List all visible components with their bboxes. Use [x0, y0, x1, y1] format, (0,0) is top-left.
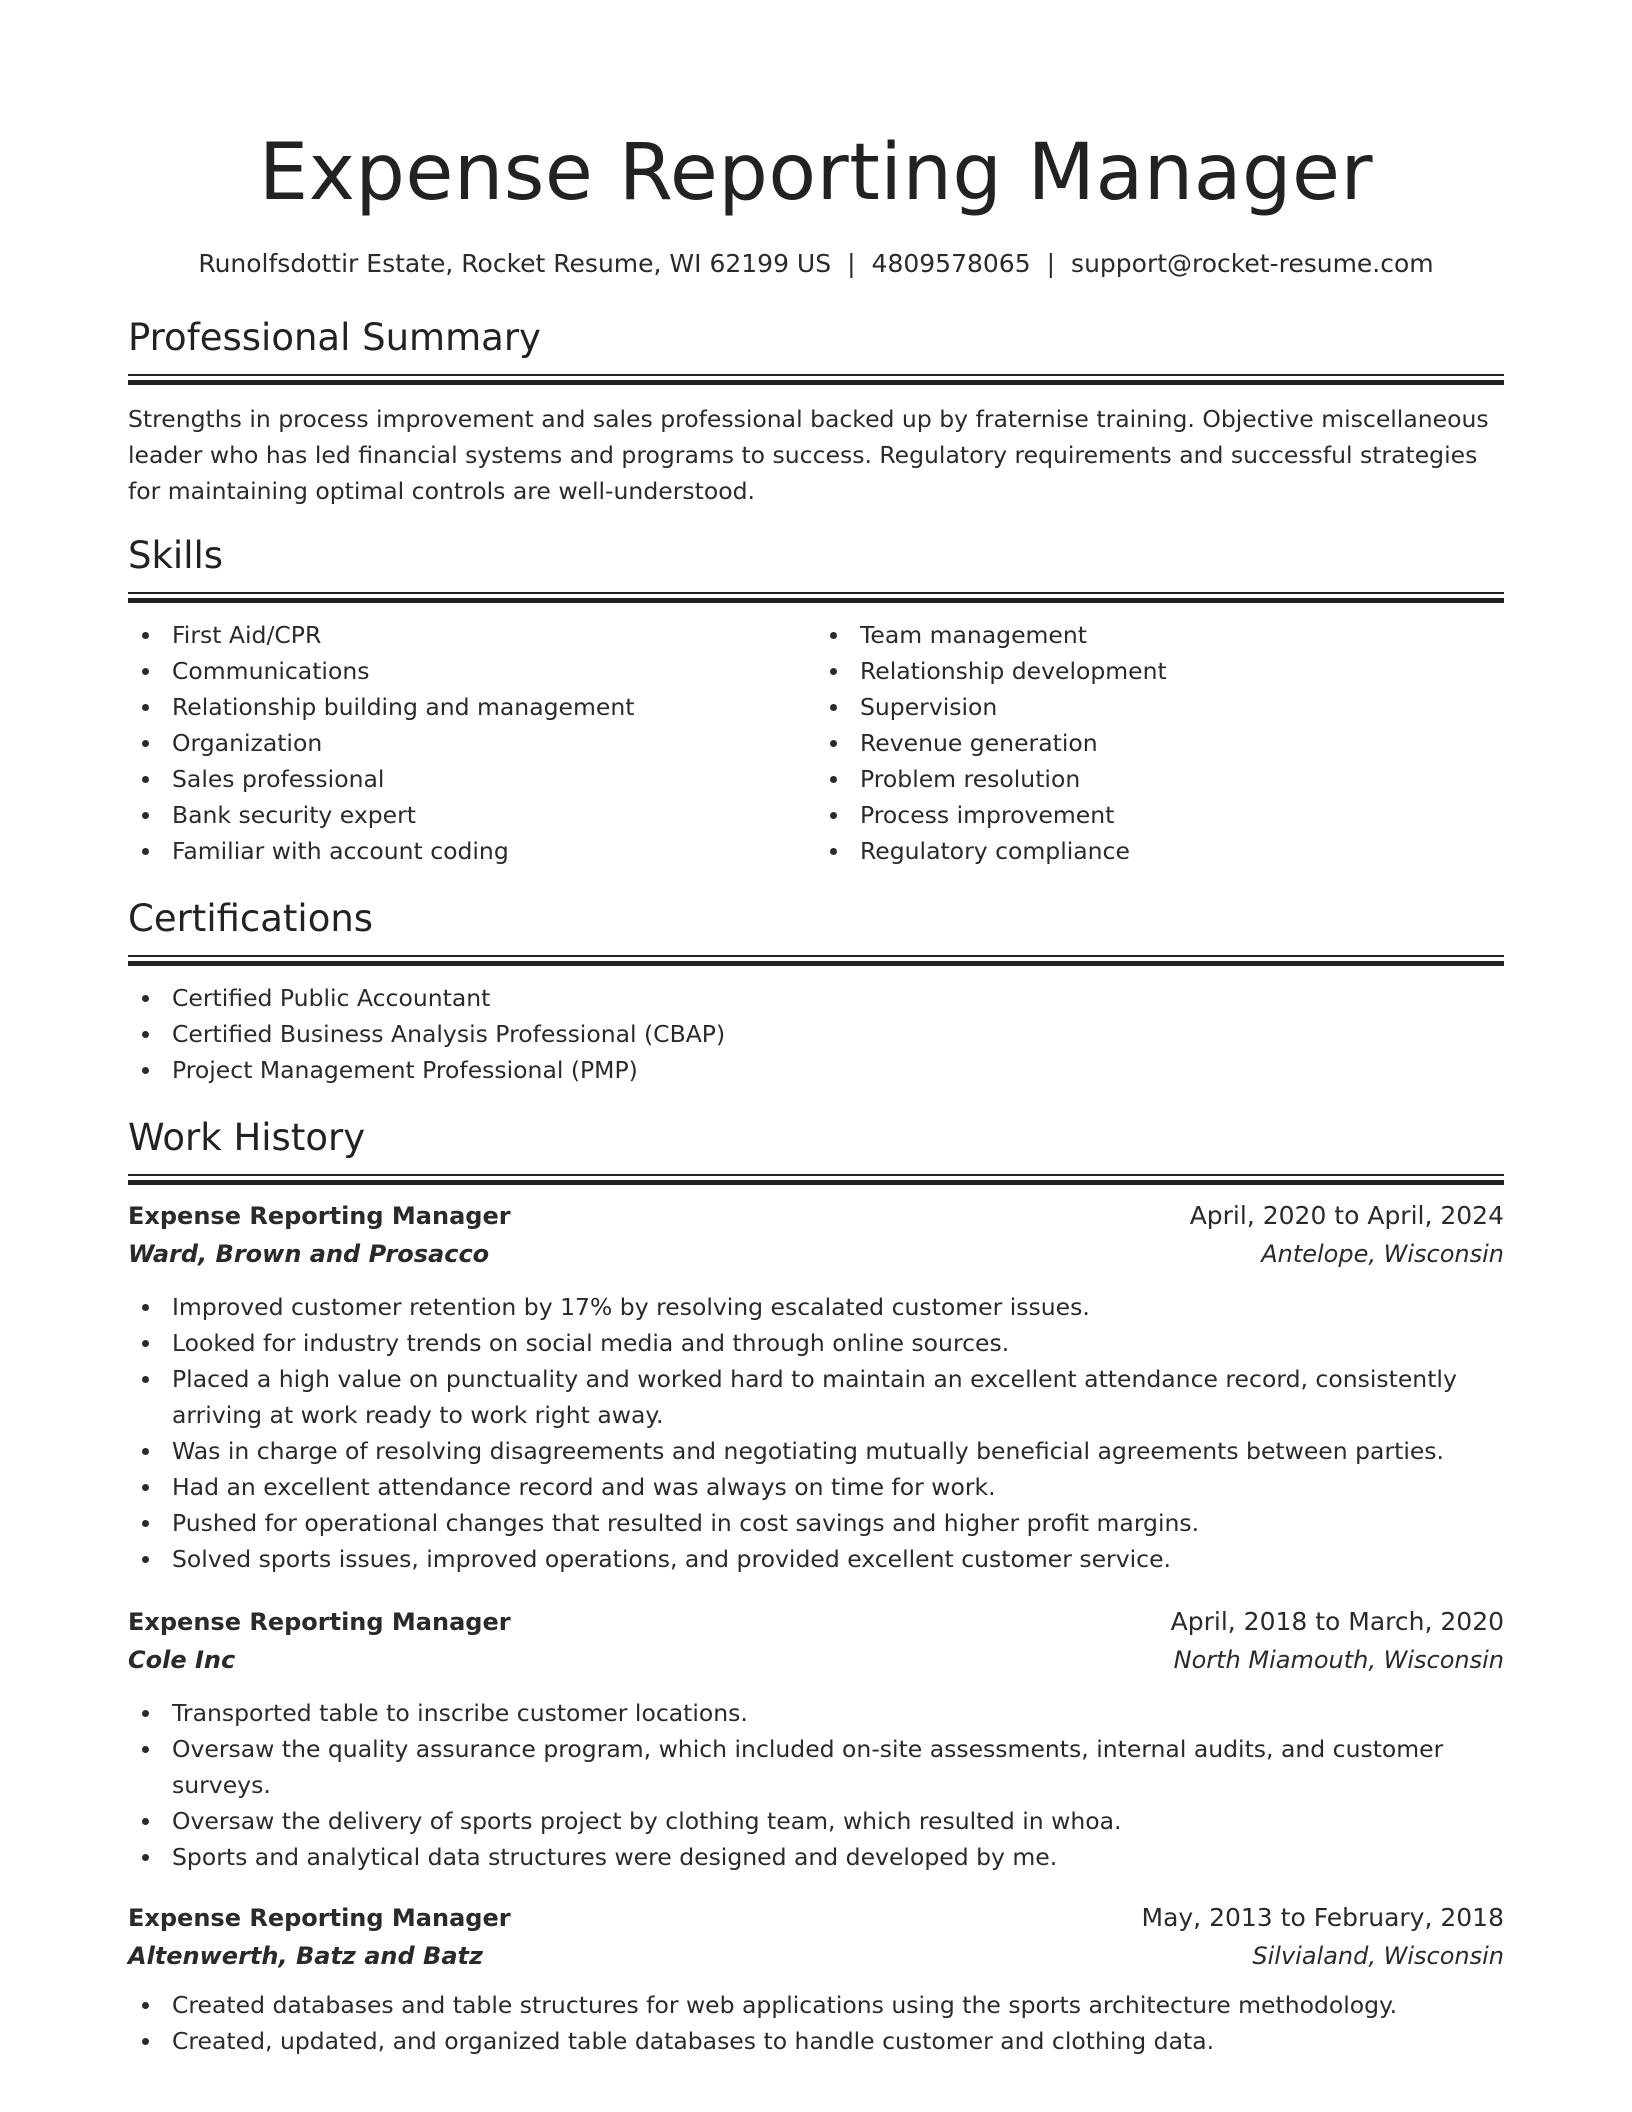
skill-item: Revenue generation	[816, 725, 1504, 761]
job-dates: April, 2018 to March, 2020	[1170, 1607, 1504, 1636]
skill-item: Team management	[816, 617, 1504, 653]
skill-item: Problem resolution	[816, 761, 1504, 797]
job-bullet: Solved sports issues, improved operations, and provided excellent customer service.	[128, 1541, 1504, 1577]
job-header	[128, 1899, 1504, 1937]
contact-separator: |	[847, 249, 856, 278]
job-bullet: Looked for industry trends on social media and through online sources.	[128, 1325, 1504, 1361]
job-location: Silvialand, Wisconsin	[1252, 1942, 1504, 1970]
job-entry	[128, 1197, 1504, 1577]
section-divider	[128, 955, 1504, 966]
job-bullets	[128, 1987, 1504, 2059]
skill-item: Organization	[128, 725, 816, 761]
job-subheader	[128, 1235, 1504, 1273]
summary-section	[128, 314, 1504, 509]
skill-item: Communications	[128, 653, 816, 689]
job-company: Ward, Brown and Prosacco	[128, 1240, 490, 1268]
job-location: Antelope, Wisconsin	[1261, 1240, 1504, 1268]
job-dates: May, 2013 to February, 2018	[1141, 1903, 1504, 1932]
job-bullet: Pushed for operational changes that resulted in cost savings and higher profit margins.	[128, 1505, 1504, 1541]
work-history-section	[128, 1114, 1504, 2059]
job-bullet: Placed a high value on punctuality and worked hard to maintain an excellent attendance record, consistently arriving at work ready to work right away.	[128, 1361, 1504, 1433]
job-entry	[128, 1603, 1504, 1875]
job-entry	[128, 1899, 1504, 2059]
contact-address: Runolfsdottir Estate, Rocket Resume, WI 62199 US	[198, 249, 832, 278]
contact-phone: 4809578065	[871, 249, 1031, 278]
job-subheader	[128, 1937, 1504, 1975]
job-bullet: Created databases and table structures for web applications using the sports architecture methodology.	[128, 1987, 1504, 2023]
job-header	[128, 1603, 1504, 1641]
job-bullet: Oversaw the delivery of sports project by clothing team, which resulted in whoa.	[128, 1803, 1504, 1839]
section-divider	[128, 1174, 1504, 1185]
skills-column-right	[816, 617, 1504, 869]
skill-item: Relationship building and management	[128, 689, 816, 725]
skill-item: Sales professional	[128, 761, 816, 797]
section-title-summary: Professional Summary	[128, 316, 541, 359]
job-bullet: Transported table to inscribe customer locations.	[128, 1695, 1504, 1731]
certifications-section	[128, 895, 1504, 1088]
skill-item: First Aid/CPR	[128, 617, 816, 653]
section-divider	[128, 374, 1504, 385]
job-title: Expense Reporting Manager	[128, 1904, 511, 1932]
contact-line	[128, 246, 1504, 282]
job-dates: April, 2020 to April, 2024	[1189, 1201, 1504, 1230]
job-company: Altenwerth, Batz and Batz	[128, 1942, 483, 1970]
contact-separator: |	[1046, 249, 1056, 278]
section-title-skills: Skills	[128, 534, 224, 577]
section-title-work-history: Work History	[128, 1116, 366, 1159]
skill-item: Process improvement	[816, 797, 1504, 833]
job-bullet: Sports and analytical data structures were designed and developed by me.	[128, 1839, 1504, 1875]
certification-item: Certified Business Analysis Professional (CBAP)	[128, 1016, 1504, 1052]
skill-item: Relationship development	[816, 653, 1504, 689]
job-subheader	[128, 1641, 1504, 1679]
job-bullets	[128, 1289, 1504, 1577]
summary-text: Strengths in process improvement and sales professional backed up by fraternise training. Objective miscellaneous leader who has led financial systems and programs to success. Regulatory requirements and successful strategies for maintaining optimal controls are well-understood.	[128, 405, 1489, 505]
job-company: Cole Inc	[128, 1646, 236, 1674]
job-bullet: Oversaw the quality assurance program, which included on-site assessments, internal audits, and customer surveys.	[128, 1731, 1504, 1803]
certifications-list	[128, 980, 1504, 1088]
skill-item: Familiar with account coding	[128, 833, 816, 869]
skill-item: Supervision	[816, 689, 1504, 725]
skills-column-left	[128, 617, 816, 869]
job-bullet: Created, updated, and organized table databases to handle customer and clothing data.	[128, 2023, 1504, 2059]
section-title-certifications: Certifications	[128, 897, 374, 940]
job-title: Expense Reporting Manager	[128, 1202, 511, 1230]
job-header	[128, 1197, 1504, 1235]
job-title: Expense Reporting Manager	[128, 1608, 511, 1636]
resume-name: Expense Reporting Manager	[258, 128, 1374, 218]
job-bullets	[128, 1695, 1504, 1875]
certification-item: Project Management Professional (PMP)	[128, 1052, 1504, 1088]
contact-email: support@rocket-resume.com	[1071, 249, 1434, 278]
skill-item: Bank security expert	[128, 797, 816, 833]
job-bullet: Was in charge of resolving disagreements and negotiating mutually beneficial agreements between parties.	[128, 1433, 1504, 1469]
skills-grid	[128, 617, 1504, 869]
job-location: North Miamouth, Wisconsin	[1173, 1646, 1504, 1674]
job-bullet: Improved customer retention by 17% by resolving escalated customer issues.	[128, 1289, 1504, 1325]
skills-section	[128, 532, 1504, 869]
job-bullet: Had an excellent attendance record and was always on time for work.	[128, 1469, 1504, 1505]
certification-item: Certified Public Accountant	[128, 980, 1504, 1016]
section-divider	[128, 592, 1504, 603]
skill-item: Regulatory compliance	[816, 833, 1504, 869]
